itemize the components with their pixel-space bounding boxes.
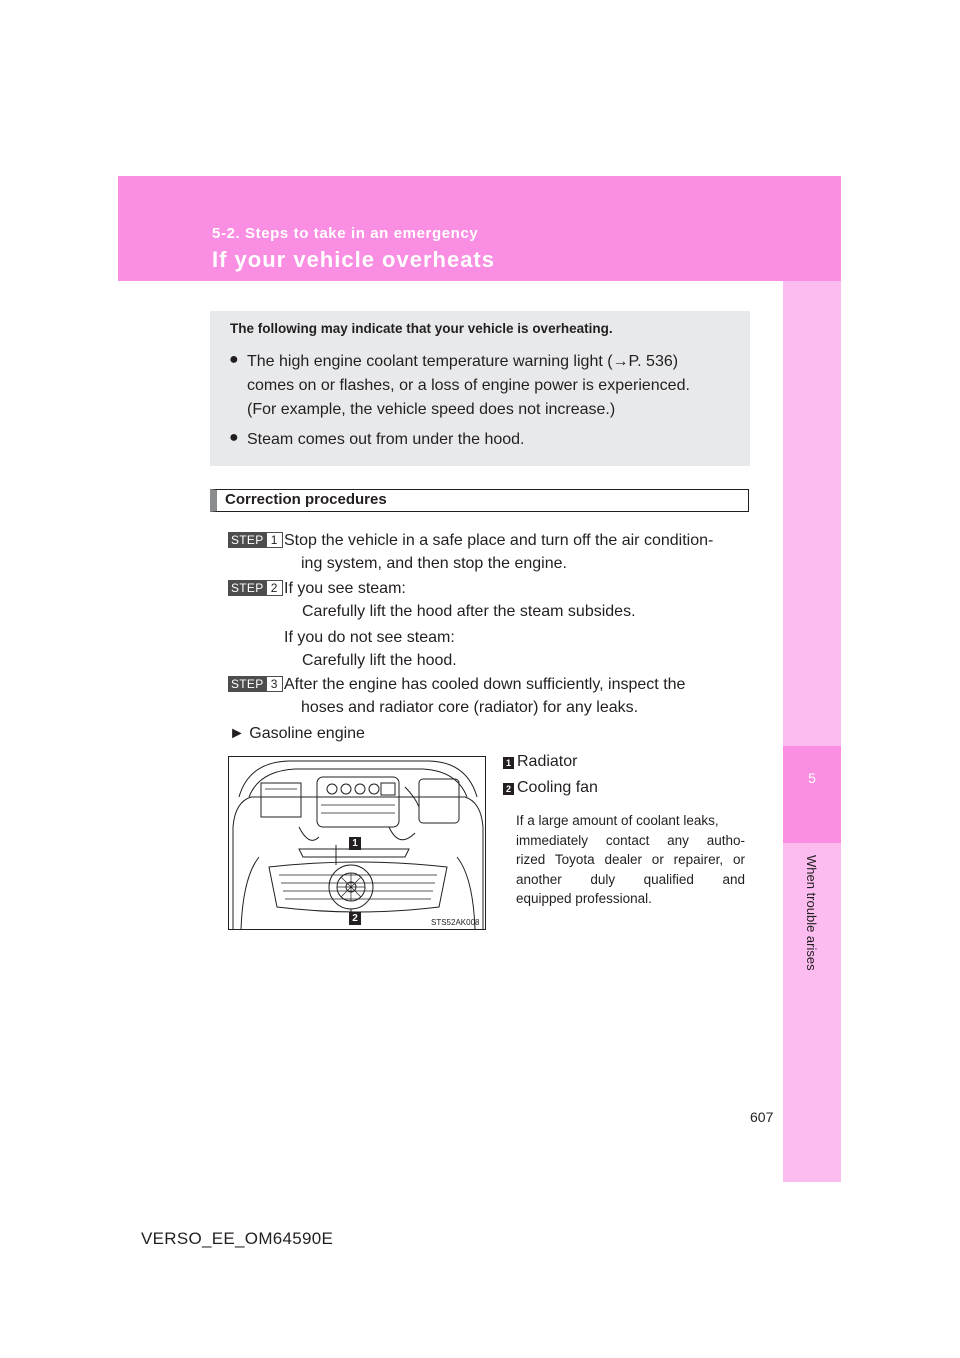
- legend-number-2: 2: [503, 783, 514, 795]
- callout-1: 1: [349, 837, 361, 850]
- step-3-line: hoses and radiator core (radiator) for any leaks.: [301, 699, 639, 716]
- side-tab-active-chapter[interactable]: [783, 746, 841, 843]
- bullet-icon: ●: [229, 351, 239, 368]
- step-badge-3: [228, 676, 283, 692]
- notice-item-2: [247, 428, 524, 452]
- bullet-icon: ●: [229, 429, 239, 446]
- step-1-line: Stop the vehicle in a safe place and turn off the air condition-: [284, 532, 714, 549]
- notice-intro: The following may indicate that your vehicle is overheating.: [230, 321, 613, 336]
- step-2-steam-action: Carefully lift the hood after the steam subsides.: [302, 603, 636, 620]
- step-number: 3: [267, 676, 283, 692]
- coolant-leak-note: [516, 811, 745, 909]
- side-chapter-tab: [783, 281, 841, 1182]
- notice-item-1: [247, 350, 727, 422]
- step-1-text: [284, 529, 745, 575]
- step-2-steam-condition: If you see steam:: [284, 580, 406, 597]
- page-title: If your vehicle overheats: [212, 247, 495, 272]
- step-label: STEP: [228, 532, 267, 548]
- step-1-line: ing system, and then stop the engine.: [301, 555, 567, 572]
- step-label: STEP: [228, 676, 267, 692]
- callout-2: 2: [349, 912, 361, 925]
- figure-code: STS52AK008: [431, 918, 480, 927]
- note-line: rized Toyota dealer or repairer, or: [516, 852, 745, 867]
- subheading: Correction procedures: [225, 491, 387, 508]
- step-3-text: [284, 673, 745, 719]
- step-number: 2: [267, 580, 283, 596]
- note-line: another duly qualified and: [516, 871, 745, 887]
- step-badge-1: [228, 532, 283, 548]
- chapter-number: 5: [808, 770, 816, 786]
- variant-heading: [229, 722, 365, 745]
- notice-item-1-line: The high engine coolant temperature warning light (→P. 536): [247, 353, 679, 370]
- chapter-title: When trouble arises: [804, 855, 819, 971]
- legend-number-1: 1: [503, 757, 514, 769]
- step-label: STEP: [228, 580, 267, 596]
- variant-label: Gasoline engine: [249, 725, 365, 742]
- triangle-marker-icon: ►: [229, 725, 245, 742]
- note-line: immediately contact any autho-: [516, 832, 745, 848]
- note-line: equipped professional.: [516, 891, 652, 906]
- step-2-no-steam-action: Carefully lift the hood.: [302, 652, 457, 669]
- document-code: VERSO_EE_OM64590E: [141, 1229, 334, 1248]
- note-line: If a large amount of coolant leaks,: [516, 813, 719, 828]
- notice-item-1-line: (For example, the vehicle speed does not increase.): [247, 401, 616, 418]
- notice-item-1-line: comes on or flashes, or a loss of engine power is experienced.: [247, 377, 690, 394]
- legend-label-cooling-fan: Cooling fan: [517, 779, 598, 796]
- step-number: 1: [267, 532, 283, 548]
- notice-item-2-line: Steam comes out from under the hood.: [247, 431, 525, 448]
- legend-label-radiator: Radiator: [517, 753, 578, 770]
- step-badge-2: [228, 580, 283, 596]
- step-2-no-steam-condition: If you do not see steam:: [284, 629, 455, 646]
- section-label: 5-2. Steps to take in an emergency: [212, 225, 479, 242]
- page-number: 607: [750, 1109, 774, 1125]
- step-3-line: After the engine has cooled down sufficiently, inspect the: [284, 676, 686, 693]
